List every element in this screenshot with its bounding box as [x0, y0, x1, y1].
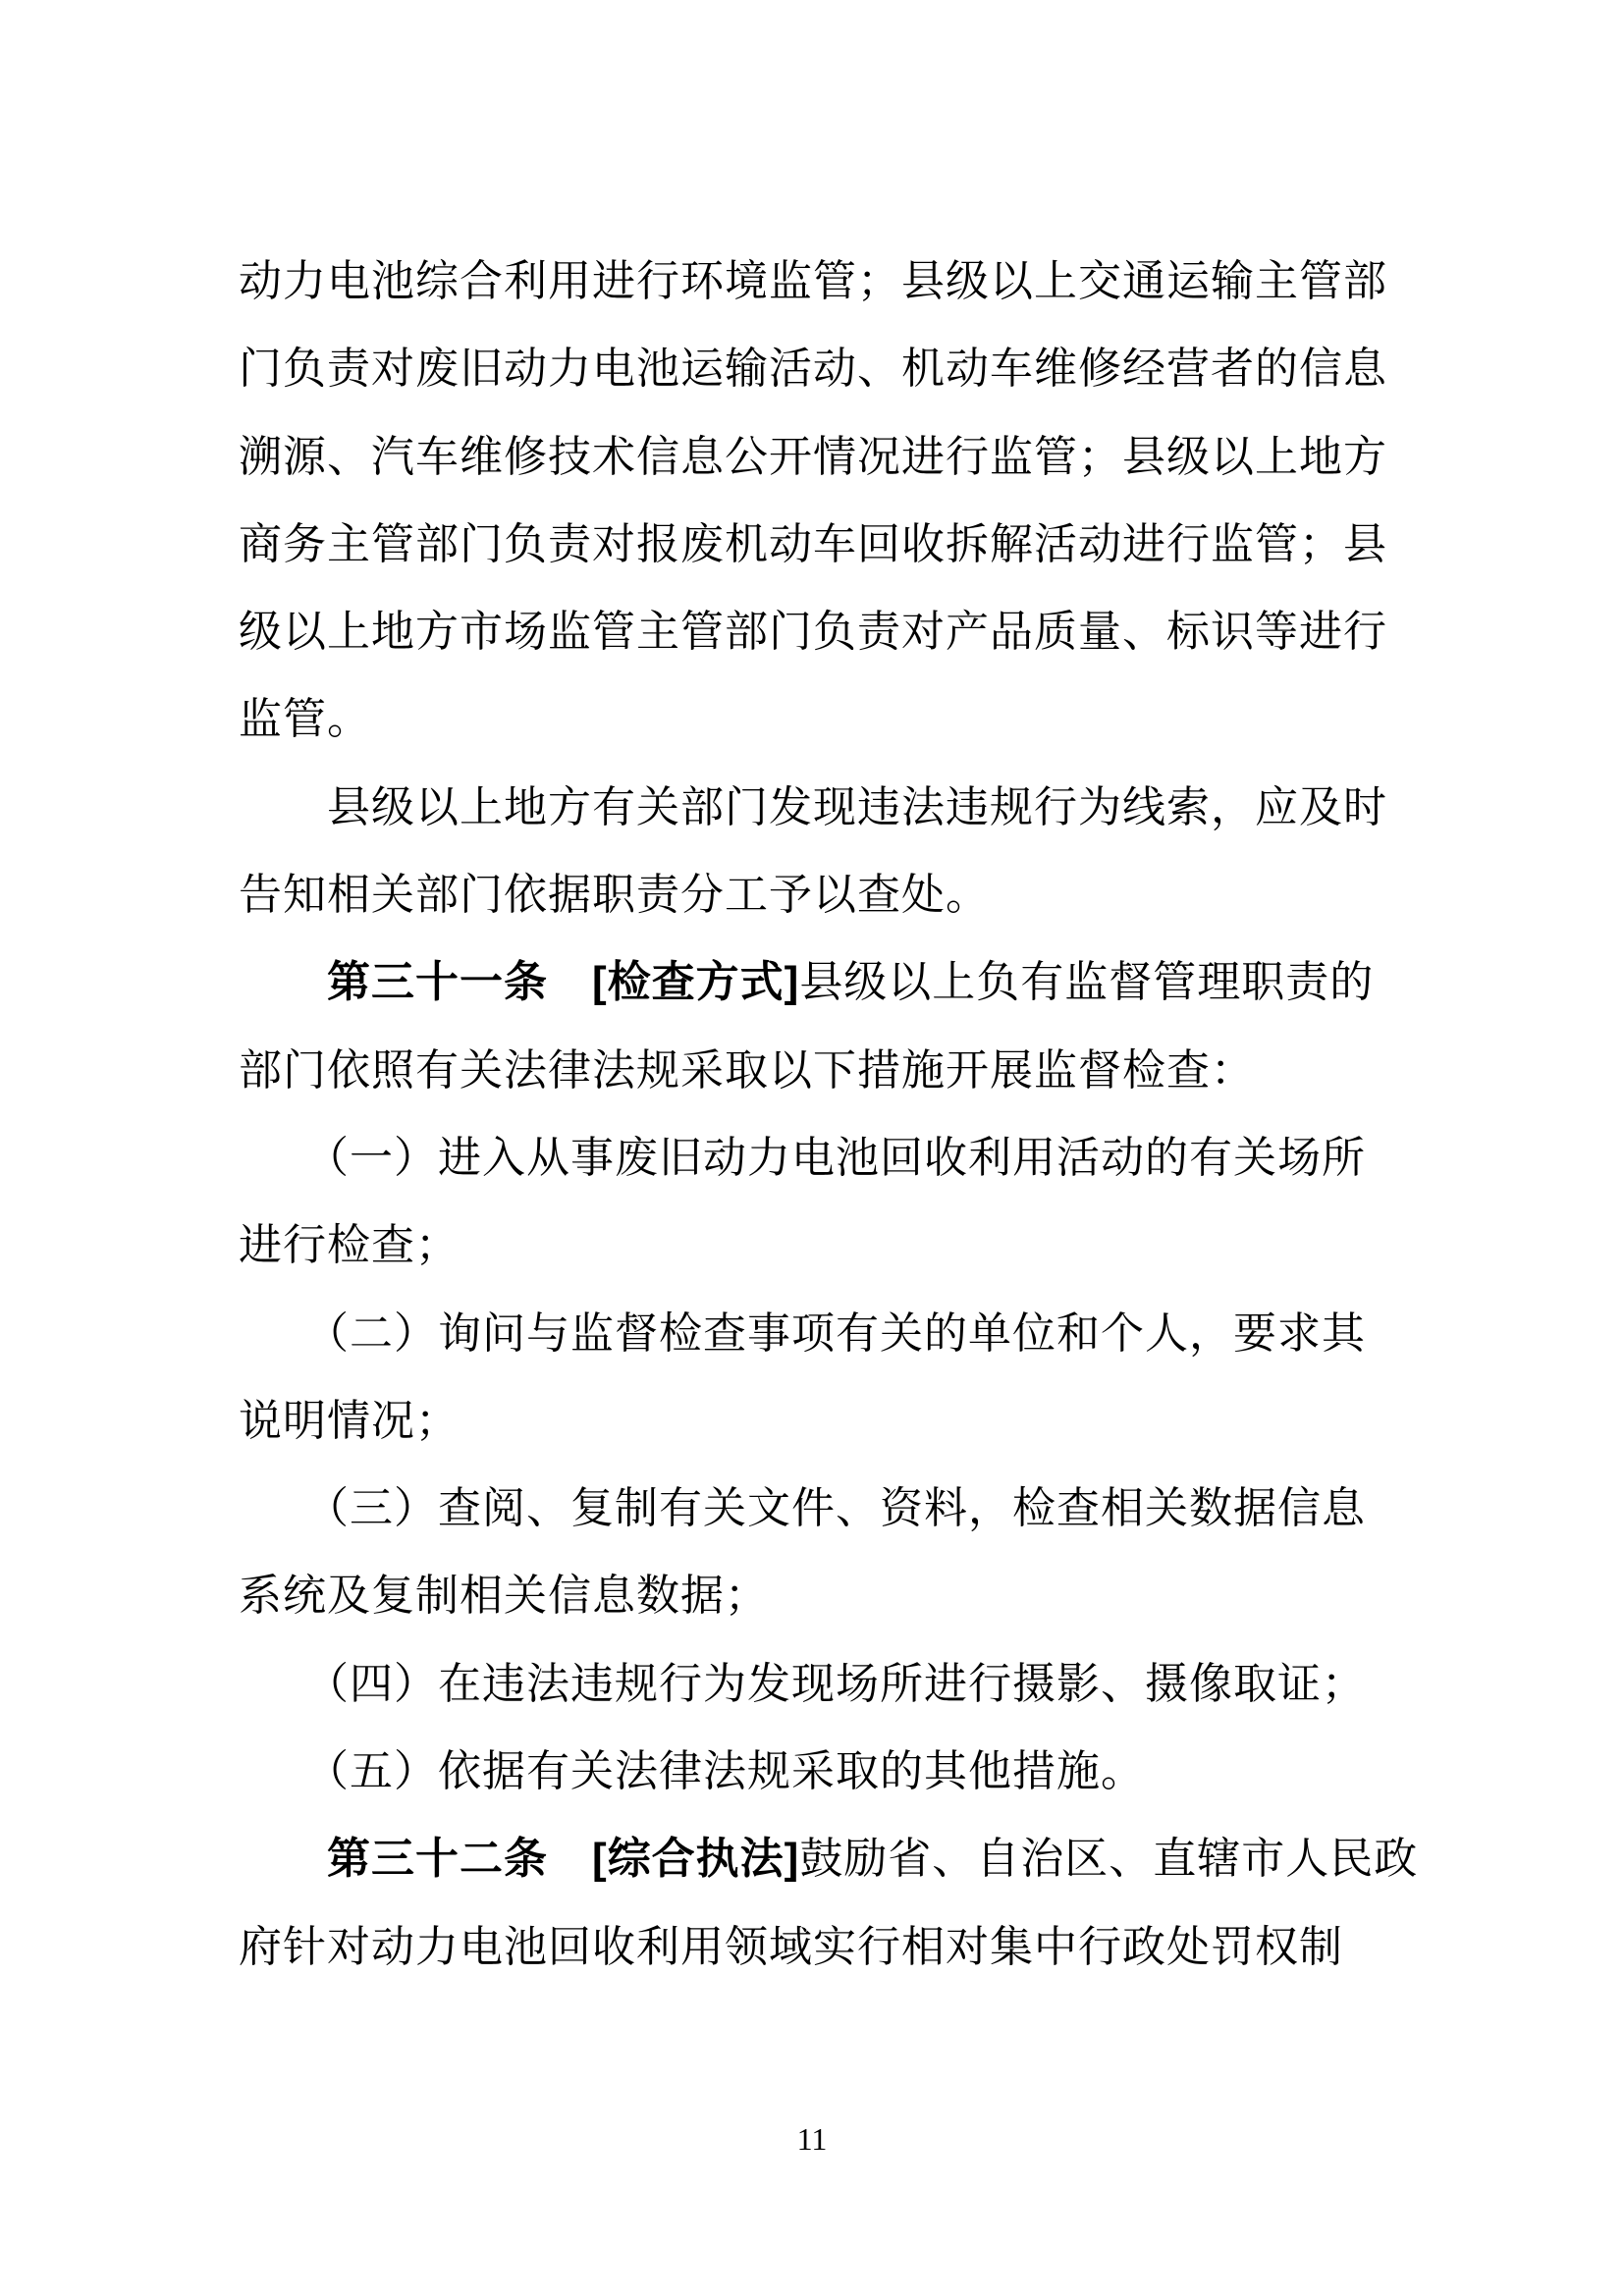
document-body [239, 238, 1419, 1991]
line-text: 进行检查； [239, 1221, 460, 1270]
text-line [239, 1552, 1402, 1639]
text-line [239, 1114, 1402, 1201]
text-line-article-31 [239, 938, 1402, 1026]
article-31-heading: 第三十一条 [检查方式] [239, 958, 800, 1007]
text-line [239, 764, 1402, 851]
line-text: 县级以上地方有关部门发现违法违规行为线索，应及时 [239, 782, 1387, 831]
line-text: 系统及复制相关信息数据； [239, 1572, 769, 1621]
text-line [239, 1027, 1402, 1114]
text-line [239, 1903, 1402, 1991]
text-line [239, 851, 1402, 938]
text-line [239, 1201, 1402, 1289]
line-text: 动力电池综合利用进行环境监管；县级以上交通运输主管部 [239, 257, 1387, 305]
line-text: （四）在违法违规行为发现场所进行摄影、摄像取证； [239, 1659, 1366, 1708]
text-line [239, 1465, 1402, 1552]
text-line [239, 1640, 1402, 1728]
line-text: 监管。 [239, 695, 371, 744]
line-text: 说明情况； [239, 1396, 460, 1445]
text-line [239, 238, 1402, 325]
text-line-article-32 [239, 1815, 1419, 1902]
line-text: （二）询问与监督检查事项有关的单位和个人，要求其 [239, 1308, 1366, 1358]
line-text: 县级以上负有监督管理职责的 [799, 958, 1375, 1007]
line-text: （三）查阅、复制有关文件、资料，检查相关数据信息 [239, 1484, 1366, 1533]
line-text: 鼓励省、自治区、直辖市人民政 [799, 1835, 1419, 1884]
text-line [239, 1377, 1402, 1465]
line-text: 告知相关部门依据职责分工予以查处。 [239, 871, 990, 920]
text-line [239, 413, 1402, 501]
text-line [239, 1290, 1402, 1377]
text-line [239, 325, 1402, 412]
page-number: 11 [796, 2121, 828, 2157]
line-text: 部门依照有关法律法规采取以下措施开展监督检查： [239, 1045, 1255, 1095]
text-line [239, 588, 1402, 675]
line-text: 门负责对废旧动力电池运输活动、机动车维修经营者的信息 [239, 345, 1387, 394]
line-text: 府针对动力电池回收利用领域实行相对集中行政处罚权制 [239, 1922, 1343, 1971]
line-text: 溯源、汽车维修技术信息公开情况进行监管；县级以上地方 [239, 432, 1387, 481]
line-text: 商务主管部门负责对报废机动车回收拆解活动进行监管；县 [239, 519, 1387, 568]
line-text: （五）依据有关法律法规采取的其他措施。 [239, 1747, 1145, 1796]
line-text: （一）进入从事废旧动力电池回收利用活动的有关场所 [239, 1133, 1366, 1182]
text-line [239, 1728, 1402, 1815]
article-32-heading: 第三十二条 [综合执法] [239, 1835, 800, 1884]
text-line [239, 675, 1402, 763]
text-line [239, 501, 1402, 588]
line-text: 级以上地方市场监管主管部门负责对产品质量、标识等进行 [239, 608, 1387, 657]
